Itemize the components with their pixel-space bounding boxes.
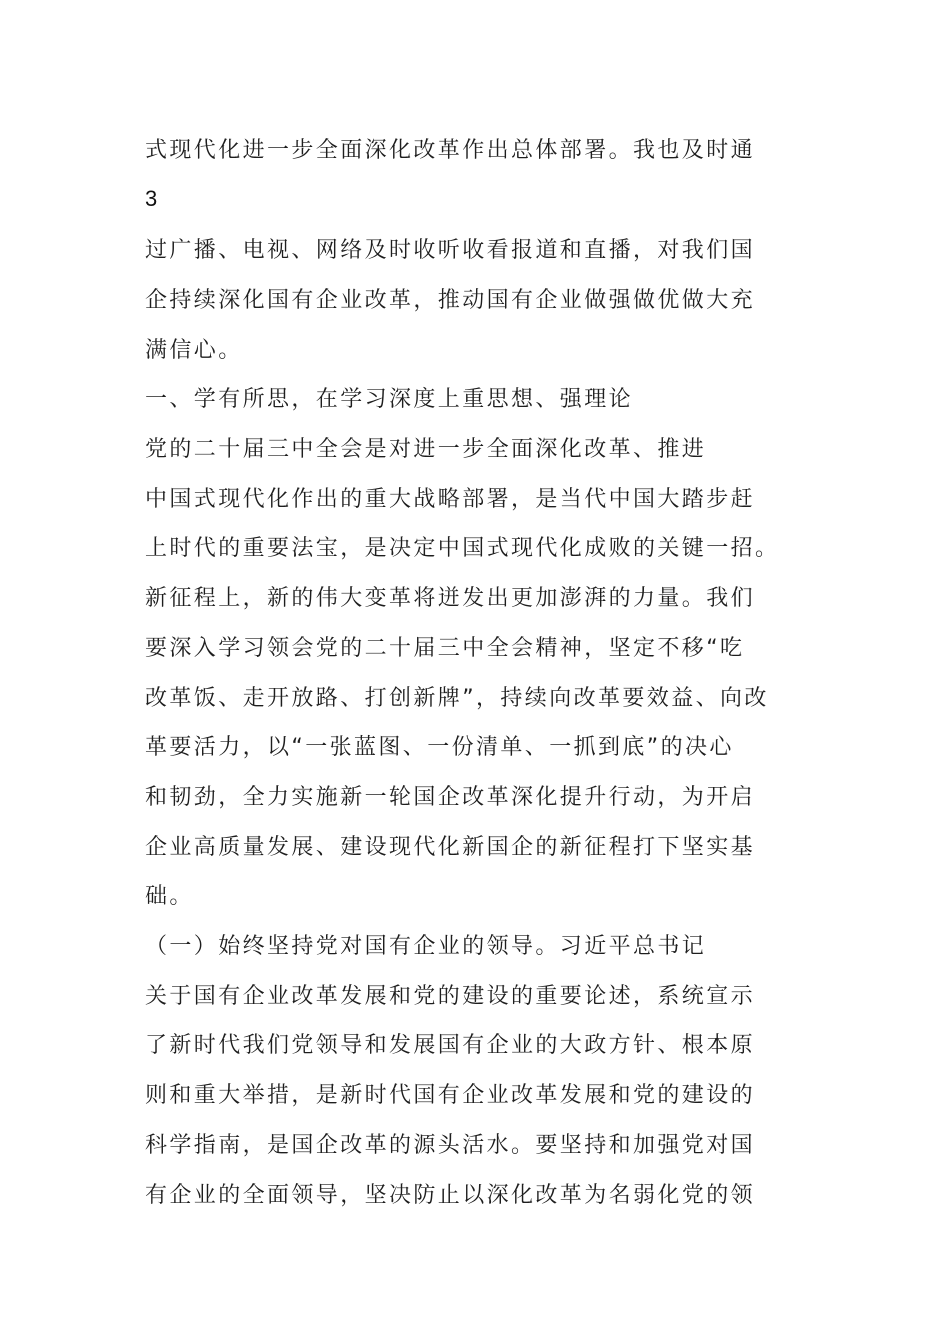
text-line: 关于国有企业改革发展和党的建设的重要论述，系统宣示 [145, 984, 756, 1009]
page-number: 3 [145, 186, 158, 211]
text-line: 企持续深化国有企业改革，推动国有企业做强做优做大充 [145, 288, 756, 313]
text-line: 新征程上，新的伟大变革将迸发出更加澎湃的力量。我们 [145, 586, 756, 611]
text-line: 和韧劲，全力实施新一轮国企改革深化提升行动，为开启 [145, 785, 756, 810]
text-line: 式现代化进一步全面深化改革作出总体部署。我也及时通 [145, 138, 756, 163]
text-line: 要深入学习领会党的二十届三中全会精神，坚定不移“吃 [145, 636, 745, 661]
text-line: 党的二十届三中全会是对进一步全面深化改革、推进 [145, 437, 707, 462]
text-line: 了新时代我们党领导和发展国有企业的大政方针、根本原 [145, 1033, 756, 1058]
text-line: 础。 [145, 884, 194, 909]
text-line: 企业高质量发展、建设现代化新国企的新征程打下坚实基 [145, 835, 756, 860]
text-line: 过广播、电视、网络及时收听收看报道和直播，对我们国 [145, 238, 756, 263]
section-heading: 一、学有所思，在学习深度上重思想、强理论 [145, 387, 634, 412]
text-line: 革要活力，以“一张蓝图、一份清单、一抓到底”的决心 [145, 735, 734, 760]
text-line: 满信心。 [145, 338, 243, 363]
text-line: 改革饭、走开放路、打创新牌”，持续向改革要效益、向改 [145, 686, 769, 711]
text-line: 中国式现代化作出的重大战略部署，是当代中国大踏步赶 [145, 487, 756, 512]
subsection-heading: （一）始终坚持党对国有企业的领导。习近平总书记 [145, 934, 707, 959]
text-line: 则和重大举措，是新时代国有企业改革发展和党的建设的 [145, 1083, 756, 1108]
text-line: 科学指南，是国企改革的源头活水。要坚持和加强党对国 [145, 1133, 756, 1158]
text-line: 有企业的全面领导，坚决防止以深化改革为名弱化党的领 [145, 1183, 756, 1208]
text-line: 上时代的重要法宝，是决定中国式现代化成败的关键一招。 [145, 536, 780, 561]
